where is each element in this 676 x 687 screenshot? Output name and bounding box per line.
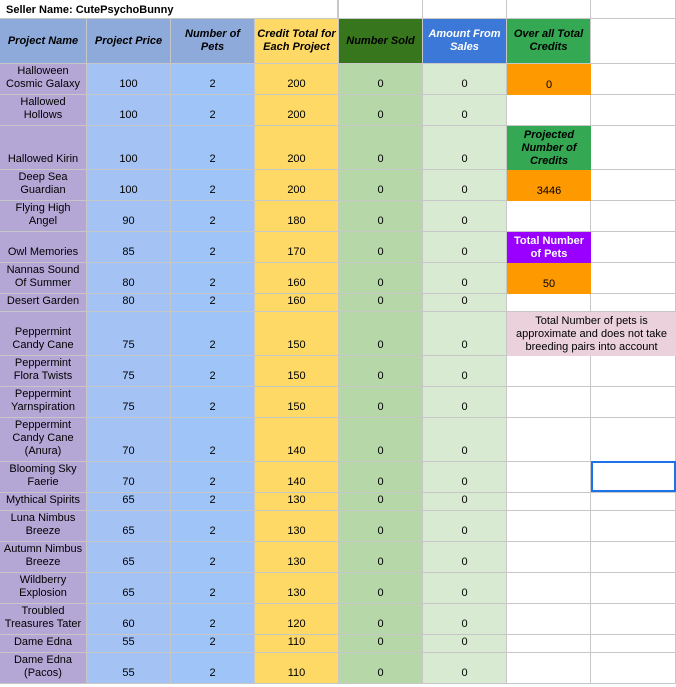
project-name-cell[interactable]: Nannas Sound Of Summer bbox=[0, 263, 87, 294]
number-of-pets-cell[interactable]: 2 bbox=[171, 573, 255, 604]
table-row bbox=[0, 573, 676, 604]
number-sold-cell[interactable]: 0 bbox=[339, 263, 423, 294]
project-price-cell[interactable]: 90 bbox=[87, 201, 171, 232]
empty-cell[interactable] bbox=[507, 201, 591, 232]
empty-cell[interactable] bbox=[591, 19, 676, 64]
empty-cell[interactable] bbox=[591, 126, 676, 170]
credit-total-cell[interactable]: 170 bbox=[255, 232, 339, 263]
credit-total-cell[interactable]: 140 bbox=[255, 418, 339, 462]
empty-cell[interactable] bbox=[591, 356, 676, 387]
project-name-cell[interactable]: Desert Garden bbox=[0, 294, 87, 312]
project-name-cell[interactable]: Autumn Nimbus Breeze bbox=[0, 542, 87, 573]
empty-cell[interactable] bbox=[591, 604, 676, 635]
number-sold-cell[interactable]: 0 bbox=[339, 493, 423, 511]
project-price-cell[interactable]: 100 bbox=[87, 64, 171, 95]
number-sold-cell[interactable]: 0 bbox=[339, 511, 423, 542]
number-of-pets-cell[interactable]: 2 bbox=[171, 126, 255, 170]
amount-from-sales-cell[interactable]: 0 bbox=[423, 126, 507, 170]
credit-total-cell[interactable]: 130 bbox=[255, 493, 339, 511]
number-of-pets-cell[interactable]: 2 bbox=[171, 201, 255, 232]
amount-from-sales-cell[interactable]: 0 bbox=[423, 312, 507, 356]
amount-from-sales-cell[interactable]: 0 bbox=[423, 511, 507, 542]
project-price-cell[interactable]: 100 bbox=[87, 95, 171, 126]
project-name-cell[interactable]: Wildberry Explosion bbox=[0, 573, 87, 604]
credit-total-cell[interactable]: 160 bbox=[255, 294, 339, 312]
empty-cell[interactable] bbox=[507, 542, 591, 573]
project-name-cell[interactable]: Blooming Sky Faerie bbox=[0, 462, 87, 493]
project-name-cell[interactable]: Luna Nimbus Breeze bbox=[0, 511, 87, 542]
credit-total-cell[interactable]: 180 bbox=[255, 201, 339, 232]
amount-from-sales-cell[interactable]: 0 bbox=[423, 263, 507, 294]
amount-from-sales-cell[interactable]: 0 bbox=[423, 573, 507, 604]
credit-total-cell[interactable]: 200 bbox=[255, 64, 339, 95]
project-name-cell[interactable]: Hallowed Hollows bbox=[0, 95, 87, 126]
credit-total-cell[interactable]: 130 bbox=[255, 511, 339, 542]
number-sold-cell[interactable]: 0 bbox=[339, 653, 423, 684]
table-row bbox=[0, 387, 676, 418]
empty-cell[interactable] bbox=[591, 653, 676, 684]
number-of-pets-cell[interactable]: 2 bbox=[171, 387, 255, 418]
table-row bbox=[0, 356, 676, 387]
table-row bbox=[0, 542, 676, 573]
empty-cell[interactable] bbox=[591, 95, 676, 126]
number-sold-cell[interactable]: 0 bbox=[339, 418, 423, 462]
amount-from-sales-cell[interactable]: 0 bbox=[423, 95, 507, 126]
project-name-cell[interactable]: Flying High Angel bbox=[0, 201, 87, 232]
project-price-cell[interactable]: 55 bbox=[87, 653, 171, 684]
project-price-cell[interactable]: 60 bbox=[87, 604, 171, 635]
header-credit-total[interactable]: Credit Total for Each Project bbox=[255, 19, 339, 64]
number-sold-cell[interactable]: 0 bbox=[339, 64, 423, 95]
project-price-cell[interactable]: 70 bbox=[87, 418, 171, 462]
number-of-pets-cell[interactable]: 2 bbox=[171, 493, 255, 511]
amount-from-sales-cell[interactable]: 0 bbox=[423, 493, 507, 511]
total-pets-label[interactable]: Total Number of Pets bbox=[507, 232, 591, 263]
number-of-pets-cell[interactable]: 2 bbox=[171, 653, 255, 684]
number-of-pets-cell[interactable]: 2 bbox=[171, 418, 255, 462]
credit-total-cell[interactable]: 200 bbox=[255, 126, 339, 170]
credit-total-cell[interactable]: 130 bbox=[255, 542, 339, 573]
project-price-cell[interactable]: 65 bbox=[87, 573, 171, 604]
amount-from-sales-cell[interactable]: 0 bbox=[423, 356, 507, 387]
header-row bbox=[0, 19, 676, 64]
project-name-cell[interactable]: Halloween Cosmic Galaxy bbox=[0, 64, 87, 95]
number-sold-cell[interactable]: 0 bbox=[339, 232, 423, 263]
credit-total-cell[interactable]: 150 bbox=[255, 356, 339, 387]
project-name-cell[interactable]: Peppermint Candy Cane (Anura) bbox=[0, 418, 87, 462]
empty-cell[interactable] bbox=[591, 294, 676, 312]
empty-cell[interactable] bbox=[591, 263, 676, 294]
project-name-cell[interactable]: Owl Memories bbox=[0, 232, 87, 263]
amount-from-sales-cell[interactable]: 0 bbox=[423, 232, 507, 263]
empty-cell[interactable] bbox=[591, 511, 676, 542]
empty-cell[interactable] bbox=[507, 387, 591, 418]
number-of-pets-cell[interactable]: 2 bbox=[171, 232, 255, 263]
header-amount-from-sales[interactable]: Amount From Sales bbox=[423, 19, 507, 64]
number-sold-cell[interactable]: 0 bbox=[339, 635, 423, 653]
selected-cell-highlight[interactable] bbox=[591, 461, 676, 492]
empty-cell[interactable] bbox=[591, 64, 676, 95]
credit-total-cell[interactable]: 110 bbox=[255, 635, 339, 653]
empty-cell[interactable] bbox=[591, 387, 676, 418]
amount-from-sales-cell[interactable]: 0 bbox=[423, 542, 507, 573]
number-sold-cell[interactable]: 0 bbox=[339, 604, 423, 635]
number-of-pets-cell[interactable]: 2 bbox=[171, 170, 255, 201]
amount-from-sales-cell[interactable]: 0 bbox=[423, 604, 507, 635]
credit-total-cell[interactable]: 120 bbox=[255, 604, 339, 635]
overall-total-value[interactable]: 0 bbox=[507, 64, 591, 95]
amount-from-sales-cell[interactable]: 0 bbox=[423, 170, 507, 201]
number-of-pets-cell[interactable]: 2 bbox=[171, 263, 255, 294]
number-of-pets-cell[interactable]: 2 bbox=[171, 462, 255, 493]
empty-cell[interactable] bbox=[591, 493, 676, 511]
project-price-cell[interactable]: 100 bbox=[87, 170, 171, 201]
project-name-cell[interactable]: Troubled Treasures Tater bbox=[0, 604, 87, 635]
project-price-cell[interactable]: 65 bbox=[87, 511, 171, 542]
amount-from-sales-cell[interactable]: 0 bbox=[423, 294, 507, 312]
number-sold-cell[interactable]: 0 bbox=[339, 462, 423, 493]
amount-from-sales-cell[interactable]: 0 bbox=[423, 653, 507, 684]
table-row bbox=[0, 604, 676, 635]
credit-total-cell[interactable]: 200 bbox=[255, 95, 339, 126]
number-of-pets-cell[interactable]: 2 bbox=[171, 604, 255, 635]
empty-cell[interactable] bbox=[591, 232, 676, 263]
number-sold-cell[interactable]: 0 bbox=[339, 294, 423, 312]
credit-total-cell[interactable]: 150 bbox=[255, 387, 339, 418]
empty-cell[interactable] bbox=[591, 635, 676, 653]
number-of-pets-cell[interactable]: 2 bbox=[171, 294, 255, 312]
project-price-cell[interactable]: 65 bbox=[87, 542, 171, 573]
table-row bbox=[0, 418, 676, 462]
number-of-pets-cell[interactable]: 2 bbox=[171, 635, 255, 653]
empty-cell[interactable] bbox=[507, 653, 591, 684]
table-row bbox=[0, 653, 676, 684]
empty-cell[interactable] bbox=[507, 418, 591, 462]
project-price-cell[interactable]: 65 bbox=[87, 493, 171, 511]
project-price-cell[interactable]: 75 bbox=[87, 387, 171, 418]
project-name-cell[interactable]: Deep Sea Guardian bbox=[0, 170, 87, 201]
credit-total-cell[interactable]: 160 bbox=[255, 263, 339, 294]
project-price-cell[interactable]: 85 bbox=[87, 232, 171, 263]
project-price-cell[interactable]: 75 bbox=[87, 356, 171, 387]
number-sold-cell[interactable]: 0 bbox=[339, 201, 423, 232]
number-sold-cell[interactable]: 0 bbox=[339, 126, 423, 170]
amount-from-sales-cell[interactable]: 0 bbox=[423, 201, 507, 232]
project-name-cell[interactable]: Peppermint Flora Twists bbox=[0, 356, 87, 387]
number-sold-cell[interactable]: 0 bbox=[339, 573, 423, 604]
empty-cell[interactable] bbox=[507, 356, 591, 387]
number-of-pets-cell[interactable]: 2 bbox=[171, 64, 255, 95]
number-of-pets-cell[interactable]: 2 bbox=[171, 542, 255, 573]
total-pets-value[interactable]: 50 bbox=[507, 263, 591, 294]
project-price-cell[interactable]: 70 bbox=[87, 462, 171, 493]
credit-total-cell[interactable]: 130 bbox=[255, 573, 339, 604]
empty-cell[interactable] bbox=[507, 95, 591, 126]
project-name-cell[interactable]: Peppermint Yarnspiration bbox=[0, 387, 87, 418]
project-name-cell[interactable]: Peppermint Candy Cane bbox=[0, 312, 87, 356]
project-price-cell[interactable]: 55 bbox=[87, 635, 171, 653]
empty-cell[interactable] bbox=[591, 418, 676, 462]
number-sold-cell[interactable]: 0 bbox=[339, 387, 423, 418]
table-row bbox=[0, 511, 676, 542]
table-row bbox=[0, 493, 676, 511]
empty-cell[interactable] bbox=[507, 635, 591, 653]
empty-cell[interactable] bbox=[507, 573, 591, 604]
number-of-pets-cell[interactable]: 2 bbox=[171, 312, 255, 356]
credit-total-cell[interactable]: 110 bbox=[255, 653, 339, 684]
credit-total-cell[interactable]: 150 bbox=[255, 312, 339, 356]
header-project-name[interactable]: Project Name bbox=[0, 19, 87, 64]
header-overall-total-credits[interactable]: Over all Total Credits bbox=[507, 19, 591, 64]
header-project-price[interactable]: Project Price bbox=[87, 19, 171, 64]
header-number-sold[interactable]: Number Sold bbox=[339, 19, 423, 64]
number-sold-cell[interactable]: 0 bbox=[339, 312, 423, 356]
amount-from-sales-cell[interactable]: 0 bbox=[423, 64, 507, 95]
empty-cell[interactable] bbox=[507, 294, 591, 312]
seller-name-cell[interactable]: Seller Name: CutePsychoBunny bbox=[0, 0, 338, 19]
header-number-of-pets[interactable]: Number of Pets bbox=[171, 19, 255, 64]
project-price-cell[interactable]: 80 bbox=[87, 263, 171, 294]
projected-credits-value[interactable]: 3446 bbox=[507, 170, 591, 201]
table-row bbox=[0, 635, 676, 653]
empty-cell[interactable] bbox=[507, 493, 591, 511]
breeding-pairs-note[interactable]: Total Number of pets is approximate and does not take breeding pairs into account bbox=[507, 312, 676, 356]
empty-cell[interactable] bbox=[507, 462, 591, 493]
empty-cell[interactable] bbox=[507, 604, 591, 635]
amount-from-sales-cell[interactable]: 0 bbox=[423, 635, 507, 653]
table-row bbox=[0, 462, 676, 493]
project-name-cell[interactable]: Hallowed Kirin bbox=[0, 126, 87, 170]
number-of-pets-cell[interactable]: 2 bbox=[171, 356, 255, 387]
project-name-cell[interactable]: Dame Edna (Pacos) bbox=[0, 653, 87, 684]
number-sold-cell[interactable]: 0 bbox=[339, 95, 423, 126]
empty-cell[interactable] bbox=[591, 542, 676, 573]
empty-cell[interactable] bbox=[591, 170, 676, 201]
number-of-pets-cell[interactable]: 2 bbox=[171, 511, 255, 542]
table-row bbox=[0, 294, 676, 312]
number-sold-cell[interactable]: 0 bbox=[339, 170, 423, 201]
amount-from-sales-cell[interactable]: 0 bbox=[423, 462, 507, 493]
project-price-cell[interactable]: 80 bbox=[87, 294, 171, 312]
number-sold-cell[interactable]: 0 bbox=[339, 542, 423, 573]
credit-total-cell[interactable]: 140 bbox=[255, 462, 339, 493]
empty-cell[interactable] bbox=[591, 201, 676, 232]
project-price-cell[interactable]: 100 bbox=[87, 126, 171, 170]
project-name-cell[interactable]: Mythical Spirits bbox=[0, 493, 87, 511]
number-of-pets-cell[interactable]: 2 bbox=[171, 95, 255, 126]
projected-credits-label[interactable]: Projected Number of Credits bbox=[507, 126, 591, 170]
credit-total-cell[interactable]: 200 bbox=[255, 170, 339, 201]
project-price-cell[interactable]: 75 bbox=[87, 312, 171, 356]
empty-cell[interactable] bbox=[507, 511, 591, 542]
empty-cell[interactable] bbox=[591, 573, 676, 604]
amount-from-sales-cell[interactable]: 0 bbox=[423, 387, 507, 418]
amount-from-sales-cell[interactable]: 0 bbox=[423, 418, 507, 462]
project-name-cell[interactable]: Dame Edna bbox=[0, 635, 87, 653]
number-sold-cell[interactable]: 0 bbox=[339, 356, 423, 387]
